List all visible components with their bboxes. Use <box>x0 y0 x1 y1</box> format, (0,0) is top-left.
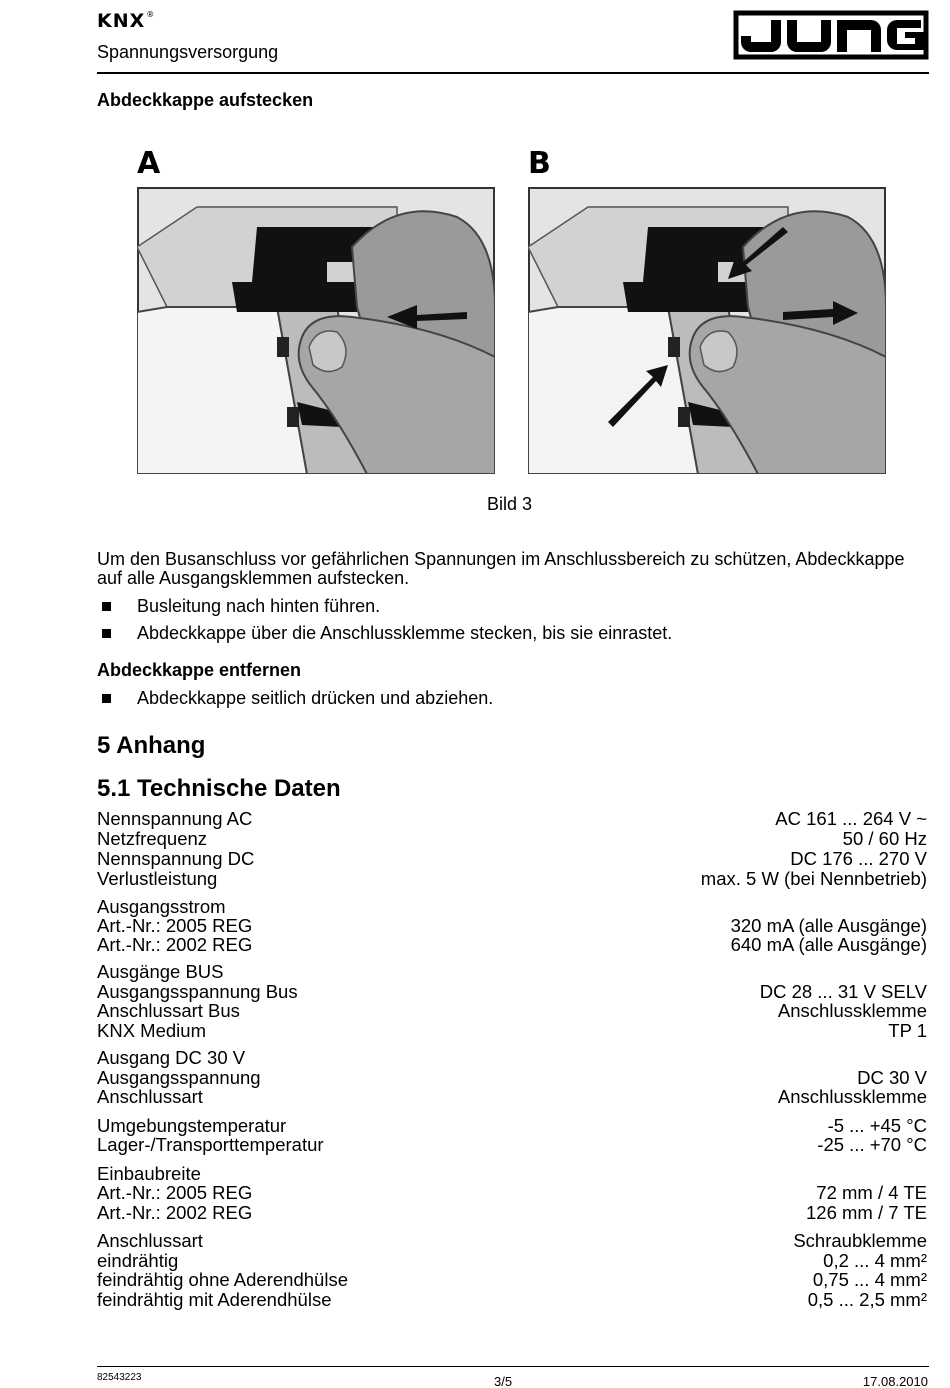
bullet-icon <box>102 629 111 638</box>
spec-row: Ausgangsstrom <box>97 896 226 917</box>
bullet-icon <box>102 602 111 611</box>
spec-row: Einbaubreite <box>97 1163 201 1184</box>
spec-row: Ausgangsspannung Bus DC 28 ... 31 V SELV <box>97 981 927 1002</box>
section-heading-attach: Abdeckkappe aufstecken <box>97 90 314 110</box>
spec-row: Netzfrequenz 50 / 60 Hz <box>97 828 927 849</box>
figure-b-illustration <box>528 187 886 474</box>
product-subtitle: Spannungsversorgung <box>97 42 279 62</box>
spec-row: eindrähtig 0,2 ... 4 mm² <box>97 1250 927 1271</box>
spec-row: Art.-Nr.: 2002 REG 126 mm / 7 TE <box>97 1202 927 1223</box>
page-header <box>97 8 929 74</box>
spec-row: Anschlussart Bus Anschlussklemme <box>97 1000 927 1021</box>
footer-divider <box>97 1366 929 1367</box>
figure-a <box>137 140 495 476</box>
jung-logo <box>733 10 929 60</box>
page-number: 3/5 <box>494 1374 513 1388</box>
spec-row: Anschlussart Schraubklemme <box>97 1230 927 1251</box>
spec-row: Nennspannung AC AC 161 ... 264 V ~ <box>97 808 927 829</box>
figure-b-label: B <box>528 146 551 181</box>
appendix-heading: 5 Anhang <box>97 732 206 759</box>
spec-row: feindrähtig mit Aderendhülse 0,5 ... 2,5 mm² <box>97 1289 927 1310</box>
figure-a-label: A <box>137 146 161 181</box>
spec-row: Verlustleistung max. 5 W (bei Nennbetrieb) <box>97 868 927 889</box>
spec-row: Lager-/Transporttemperatur -25 ... +70 °C <box>97 1134 927 1155</box>
document-number: 82543223 <box>97 1372 142 1383</box>
bullet-icon <box>102 694 111 703</box>
spec-row: Ausgangsspannung DC 30 V <box>97 1067 927 1088</box>
figure-caption: Bild 3 <box>487 494 533 514</box>
spec-row: Anschlussart Anschlussklemme <box>97 1086 927 1107</box>
spec-row: Art.-Nr.: 2005 REG 320 mA (alle Ausgänge) <box>97 915 927 936</box>
spec-row: Art.-Nr.: 2002 REG 640 mA (alle Ausgänge) <box>97 934 927 955</box>
technical-data-heading: 5.1 Technische Daten <box>97 775 341 802</box>
spec-row: feindrähtig ohne Aderendhülse 0,75 ... 4 mm² <box>97 1269 927 1290</box>
spec-row: Umgebungstemperatur -5 ... +45 °C <box>97 1115 927 1136</box>
spec-row: Ausgänge BUS <box>97 961 224 982</box>
figure-a-illustration <box>137 187 495 474</box>
section-heading-remove: Abdeckkappe entfernen <box>97 660 302 680</box>
spec-row: Art.-Nr.: 2005 REG 72 mm / 4 TE <box>97 1182 927 1203</box>
spec-row: Ausgang DC 30 V <box>97 1047 246 1068</box>
knx-logo: KNX® <box>97 10 156 32</box>
header-divider <box>97 72 929 74</box>
intro-paragraph: Um den Busanschluss vor gefährlichen Spannungen im Anschlussbereich zu schützen, Abdeckkappe auf alle Ausgangsklemmen aufstecken. <box>97 549 905 588</box>
document-date: 17.08.2010 <box>862 1374 928 1388</box>
spec-row: Nennspannung DC DC 176 ... 270 V <box>97 848 927 869</box>
spec-row: KNX Medium TP 1 <box>97 1020 927 1041</box>
figure-b <box>528 140 886 476</box>
